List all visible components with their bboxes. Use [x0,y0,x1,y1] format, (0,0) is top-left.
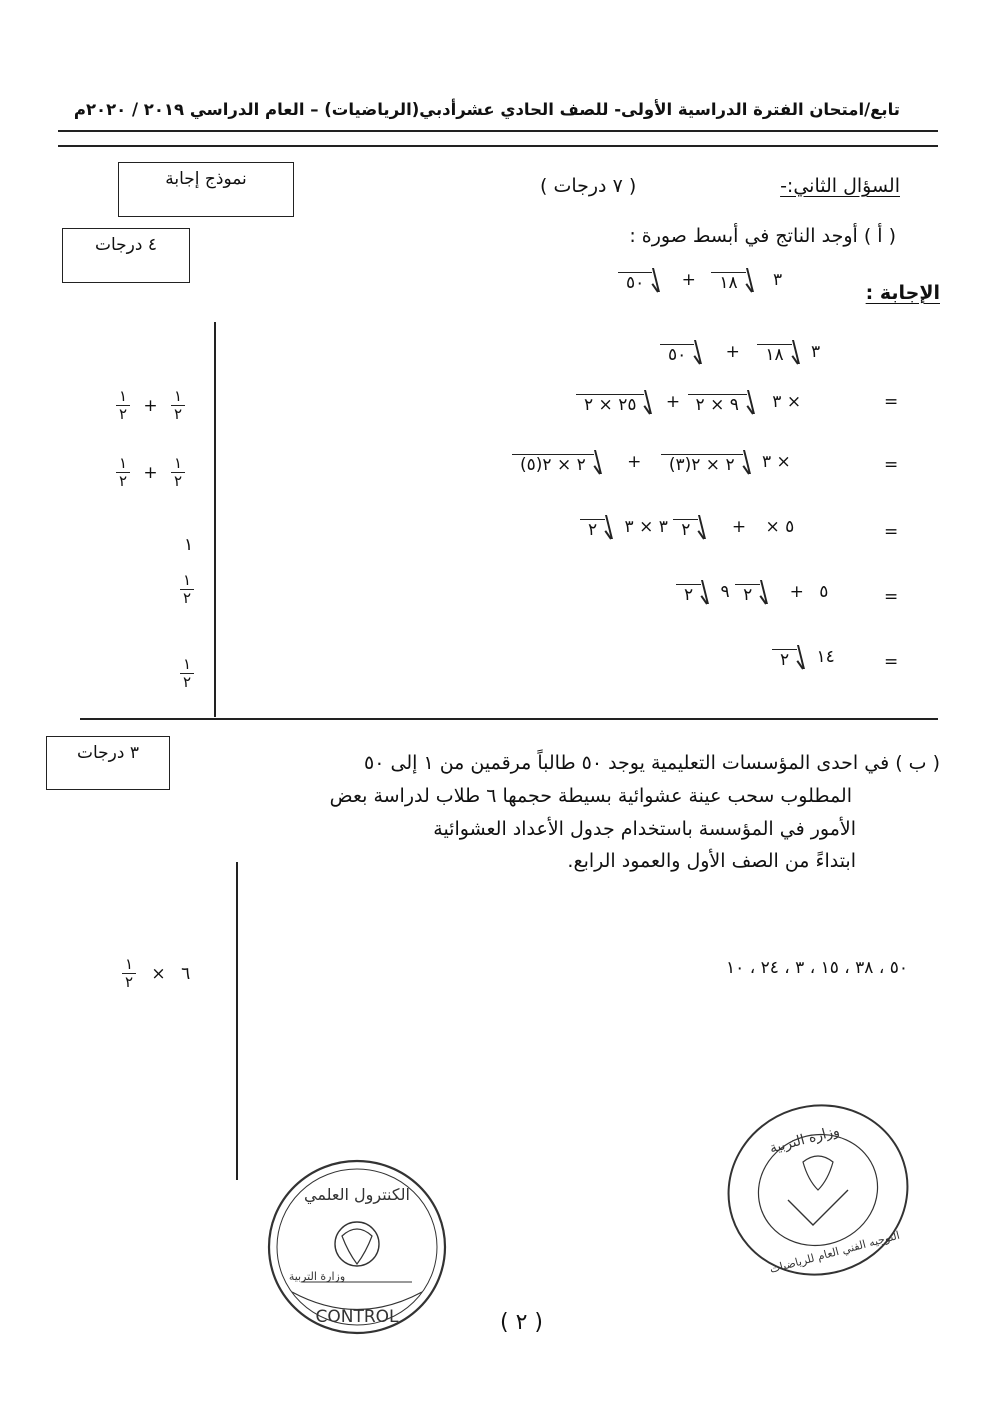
marks-column-divider-a [214,322,216,717]
step-3-equals: = [884,455,900,475]
page-header-title: تابع/امتحان الفترة الدراسية الأولى- للصف الحادي عشرأدبي(الرياضيات) – العام الدراسي ٢٠١٩ / ٢٠٢٠م [73,100,900,119]
answer-label: الإجابة : [865,282,940,304]
mark-row-3: ١ [184,535,194,555]
mark-row-2: $\frac{١}{٢}$ + $\frac{١}{٢}$ [116,455,185,491]
part-a-marks-box [62,228,190,283]
ministry-stamp [718,1090,918,1290]
stamp-left-bottom: CONTROL [315,1307,399,1327]
radical-18: ١٨ [711,268,759,292]
answer-model-box [118,162,294,217]
part-b-line-2: المطلوب سحب عينة عشوائية بسيطة حجمها ٦ طلاب لدراسة بعض [329,785,852,807]
question-points: ( ٧ درجات ) [540,175,637,197]
radical-50: ٥٠ [618,268,666,292]
part-b-answer: ٥٠ ، ٣٨ ، ١٥ ، ٣ ، ٢٤ ، ١٠ [726,958,908,978]
mark-row-1: $\frac{١}{٢}$ + $\frac{١}{٢}$ [116,388,185,424]
part-b-line-3: الأمور في المؤسسة باستخدام جدول الأعداد العشوائية [433,818,856,840]
question-title: السؤال الثاني:- [780,175,900,197]
step-6: ٢ ١٤ [772,645,835,669]
part-b-mark: $\frac{١}{٢}$ × ٦ [122,956,190,992]
stamp-left-arc: الكنترول العلمي [304,1185,410,1204]
part-a-expression: ٥٠ + ١٨ ٣ [618,268,782,292]
header-rule-top [58,130,938,132]
step-2: ٢٥ × ٢ + ٩ × ٢ ٣ × [576,390,801,414]
mark-row-4: $\frac{١}{٢}$ [180,572,194,608]
mark-row-5: $\frac{١}{٢}$ [180,656,194,692]
step-4: ٢ ٥ × + ٢ ٣ × ٣ [580,515,794,539]
stamp-left-inner: وزارة التربية [288,1270,346,1283]
header-rule-bottom [58,145,938,147]
part-a-marks-label: ٤ درجات [94,235,158,255]
step-5-equals: = [884,587,900,607]
part-b-marks-box [46,736,170,790]
step-5: ٢ ٥ + ٢ ٩ [676,580,828,604]
control-stamp [262,1152,452,1342]
step-4-equals: = [884,522,900,542]
section-divider [80,718,938,720]
part-b-line-1: ( ب ) في احدى المؤسسات التعليمية يوجد ٥٠ طالباً مرقمين من ١ إلى ٥٠ [364,752,940,774]
part-a-prompt: ( أ ) أوجد الناتج في أبسط صورة : [629,225,896,247]
answer-model-label: نموذج إجابة [165,169,247,189]
step-3: (٥)٢ × ٢ + (٣)٢ × ٢ ٣ × [512,450,791,474]
step-2-equals: = [884,392,900,412]
marks-column-divider-b [236,862,238,1180]
step-6-equals: = [884,652,900,672]
part-b-marks-label: ٣ درجات [76,743,140,763]
page-number: ( ٢ ) [500,1310,543,1335]
stamp-right-inner: التوجيه الفني العام للرياضيات [768,1228,902,1276]
part-b-line-4: ابتداءً من الصف الأول والعمود الرابع. [567,850,856,872]
stamp-right-arc: وزارة التربية [767,1122,842,1157]
step-1: ٥٠ + ١٨ ٣ [660,340,820,364]
